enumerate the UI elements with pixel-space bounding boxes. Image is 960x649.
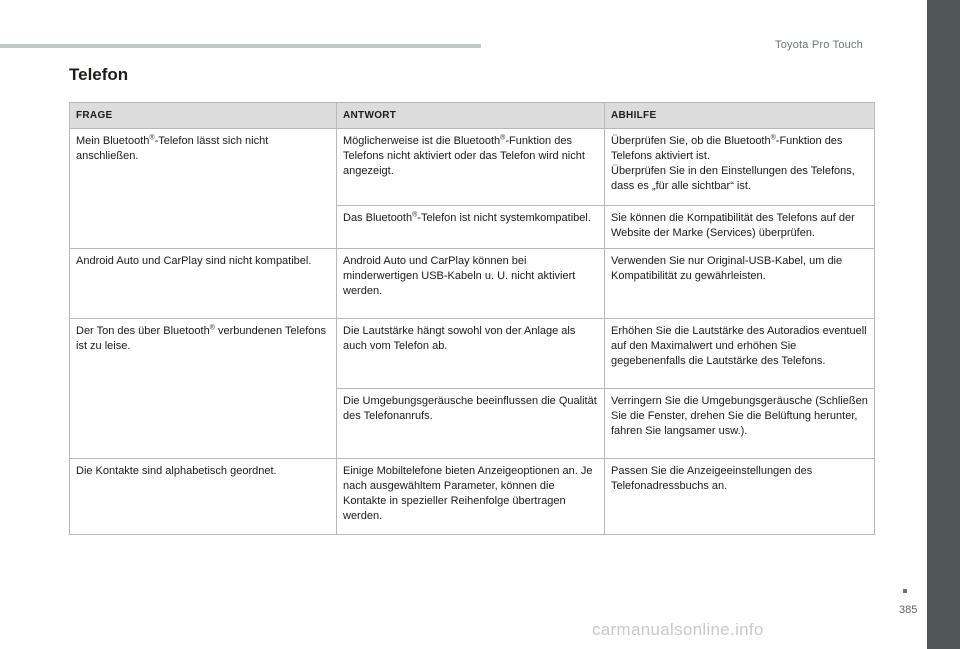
abhilfe-cell: Verwenden Sie nur Original-USB-Kabel, um die Kompatibilität zu gewährleisten. <box>605 249 875 319</box>
table-row <box>70 319 875 389</box>
page-number: 385 <box>899 604 918 616</box>
column-header-abhilfe: ABHILFE <box>605 103 875 129</box>
frage-cell: Der Ton des über Bluetooth® verbundenen Telefons ist zu leise. <box>70 319 337 459</box>
faq-table <box>69 102 875 535</box>
watermark: carmanualsonline.info <box>592 620 764 639</box>
antwort-cell: Die Umgebungsgeräusche beeinflussen die Qualität des Telefonanrufs. <box>337 389 605 459</box>
antwort-cell: Die Lautstärke hängt sowohl von der Anlage als auch vom Telefon ab. <box>337 319 605 389</box>
frage-cell: Mein Bluetooth®-Telefon lässt sich nicht anschließen. <box>70 129 337 249</box>
page-title: Telefon <box>69 65 129 84</box>
column-header-frage: FRAGE <box>70 103 337 129</box>
antwort-cell: Möglicherweise ist die Bluetooth®-Funktion des Telefons nicht aktiviert oder das Telefon wird nicht angezeigt. <box>337 129 605 206</box>
abhilfe-cell: Überprüfen Sie, ob die Bluetooth®-Funktion des Telefons aktiviert ist. Überprüfen Sie in den Einstellungen des Telefons, dass es „für alle sichtbar“ ist. <box>605 129 875 206</box>
table-row <box>70 249 875 319</box>
table-header-row <box>70 103 875 129</box>
table-row <box>70 459 875 535</box>
antwort-cell: Einige Mobiltelefone bieten Anzeigeoptionen an. Je nach ausgewähltem Parameter, können die Kontakte in spezieller Reihenfolge übertragen werden. <box>337 459 605 535</box>
abhilfe-cell: Passen Sie die Anzeigeeinstellungen des Telefonadressbuchs an. <box>605 459 875 535</box>
table-row <box>70 129 875 206</box>
frage-cell: Die Kontakte sind alphabetisch geordnet. <box>70 459 337 535</box>
frage-cell: Android Auto und CarPlay sind nicht kompatibel. <box>70 249 337 319</box>
header-rule <box>0 44 481 48</box>
column-header-antwort: ANTWORT <box>337 103 605 129</box>
abhilfe-cell: Sie können die Kompatibilität des Telefons auf der Website der Marke (Services) überprüfen. <box>605 206 875 249</box>
manual-section-label: Toyota Pro Touch <box>775 39 863 51</box>
abhilfe-cell: Erhöhen Sie die Lautstärke des Autoradios eventuell auf den Maximalwert und erhöhen Sie gegebenenfalls die Lautstärke des Telefons. <box>605 319 875 389</box>
antwort-cell: Das Bluetooth®-Telefon ist nicht systemkompatibel. <box>337 206 605 249</box>
continuation-marker <box>903 589 907 593</box>
abhilfe-cell: Verringern Sie die Umgebungsgeräusche (Schließen Sie die Fenster, drehen Sie die Belüftung herunter, fahren Sie langsamer usw.). <box>605 389 875 459</box>
side-tab-strip <box>927 0 960 649</box>
antwort-cell: Android Auto und CarPlay können bei minderwertigen USB-Kabeln u. U. nicht aktiviert werden. <box>337 249 605 319</box>
